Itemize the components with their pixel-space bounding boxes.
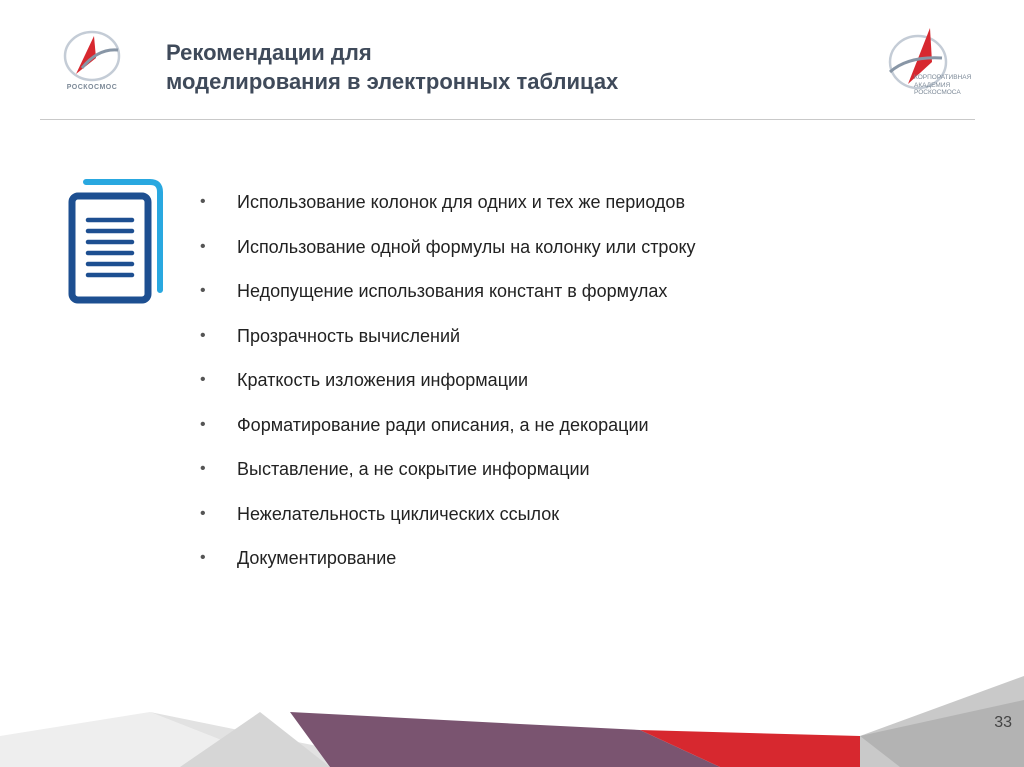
page-title [166,38,846,96]
logo-right-caption-line-3: РОСКОСМОСА [914,89,961,96]
bullet-icon: • [200,371,206,388]
list-item-text: Недопущение использования констант в формулах [237,281,668,301]
title-line-1: Рекомендации для [166,40,372,65]
logo-right-caption-line-1: КОРПОРАТИВНАЯ [914,74,972,81]
bullet-icon: • [200,326,206,344]
logo-right-caption [914,74,986,97]
roscosmos-logo [52,28,132,98]
bullet-icon: • [200,237,206,255]
roscosmos-emblem-icon [52,28,132,84]
list-item-text: Краткость изложения информации [237,370,529,390]
document-icon [64,178,168,308]
list-item-text: Использование одной формулы на колонку или строку [237,236,696,257]
bullet-icon: • [200,193,206,210]
list-item-text: Использование колонок для одних и тех же периодов [237,192,686,212]
header-divider [40,119,975,120]
page-number: 33 [994,714,1012,731]
list-item-text: Документирование [237,548,397,568]
list-item-text: Выставление, а не сокрытие информации [237,459,590,479]
footer-decoration [0,660,1024,767]
title-line-2: моделирования в электронных таблицах [166,69,619,94]
logo-right-caption-line-2: АКАДЕМИЯ [914,81,951,89]
bullet-icon: • [200,549,206,566]
bullet-icon: • [200,504,206,522]
list-item-text: Нежелательность циклических ссылок [237,503,560,524]
bullet-icon: • [200,415,206,433]
list-item-text: Прозрачность вычислений [237,325,461,346]
list-item-text: Форматирование ради описания, а не декорации [237,414,649,435]
logo-left-caption: РОСКОСМОС [66,84,118,91]
academy-logo [878,22,988,102]
bullet-icon: • [200,282,206,299]
bullet-icon: • [200,460,206,477]
